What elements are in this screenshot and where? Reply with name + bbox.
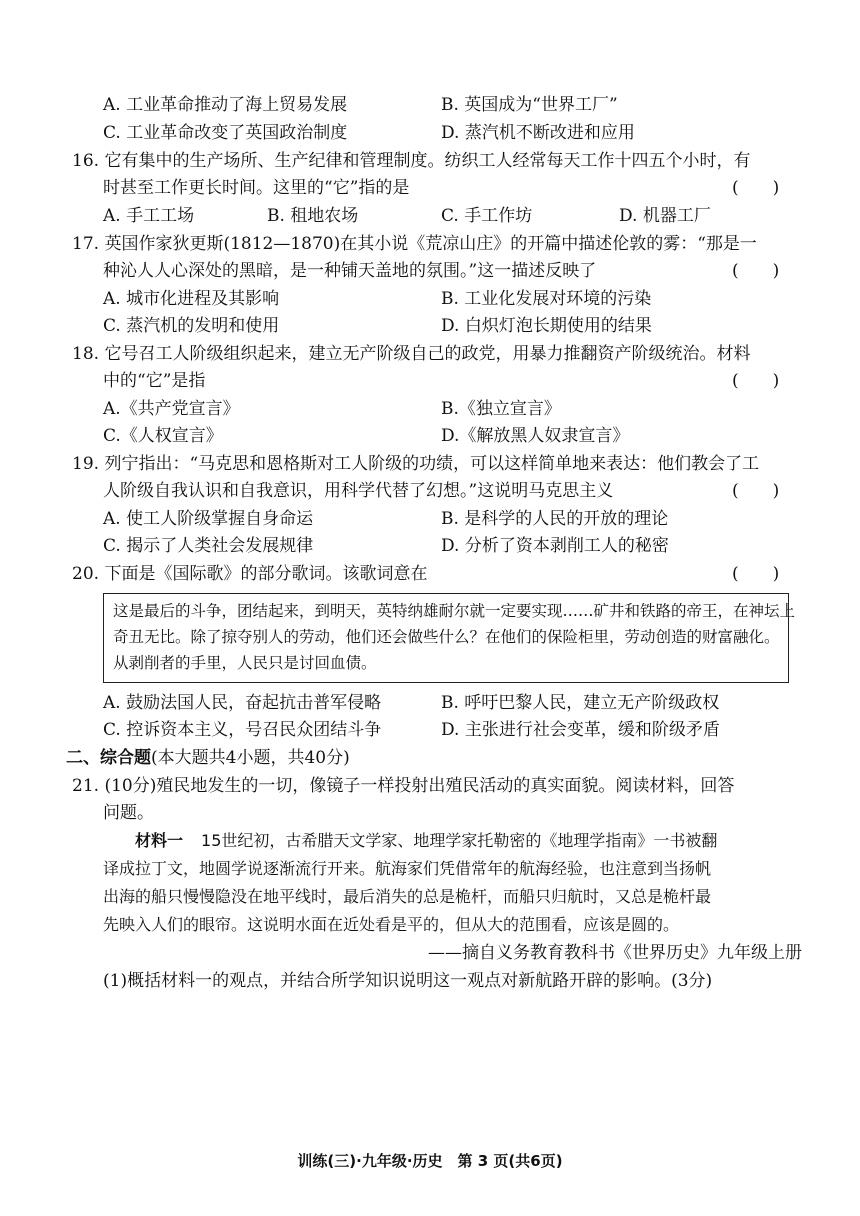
q20-option-d: D. 主张进行社会变革，缓和阶级矛盾	[441, 720, 720, 740]
q20-option-b: B. 呼吁巴黎人民，建立无产阶级政权	[441, 693, 720, 713]
q16-option-b: B. 租地农场	[267, 206, 359, 226]
q21-material1-line2: 译成拉丁文，地圆学说逐渐流行开来。航海家们凭借常年的航海经验，也注意到当扬帆	[103, 859, 712, 878]
q20-option-c: C. 控诉资本主义，号召民众团结斗争	[103, 720, 382, 740]
q17-option-b: B. 工业化发展对环境的污染	[441, 289, 652, 309]
q18-option-c: C.《人权宣言》	[103, 426, 223, 446]
q17-option-a: A. 城市化进程及其影响	[103, 289, 280, 309]
q21-material1-line1	[135, 828, 717, 854]
q19-option-c: C. 揭示了人类社会发展规律	[103, 536, 314, 556]
q19-option-d: D. 分析了资本剥削工人的秘密	[441, 536, 669, 556]
q17-option-c: C. 蒸汽机的发明和使用	[103, 316, 280, 336]
q21-stem-line2: 问题。	[103, 803, 154, 823]
q21-material1-source: ——摘自义务教育教科书《世界历史》九年级上册	[428, 943, 802, 963]
q21-material1-line3: 出海的船只慢慢隐没在地平线时，最后消失的总是桅杆，而船只归航时，又总是桅杆最	[103, 887, 712, 906]
q18-stem-line2: 中的“它”是指	[103, 371, 206, 391]
q17-option-d: D. 白炽灯泡长期使用的结果	[441, 316, 652, 336]
q19-stem-line2: 人阶级自我认识和自我意识，用科学代替了幻想。”这说明马克思主义	[103, 481, 614, 501]
q18-stem-line1: 18. 它号召工人阶级组织起来，建立无产阶级自己的政党，用暴力推翻资产阶级统治。材料	[72, 344, 751, 364]
q17-answer-blank: ( )	[732, 261, 780, 281]
q17-stem-line1: 17. 英国作家狄更斯(1812—1870)在其小说《荒凉山庄》的开篇中描述伦敦的雾：“那是一	[72, 234, 757, 254]
q16-option-d: D. 机器工厂	[619, 206, 711, 226]
section2-heading	[66, 745, 350, 771]
q15-option-b: B. 英国成为“世界工厂”	[441, 95, 618, 115]
q20-stem: 20. 下面是《国际歌》的部分歌词。该歌词意在	[72, 564, 428, 584]
q17-stem-line2: 种沁人人心深处的黑暗，是一种铺天盖地的氛围。”这一描述反映了	[103, 261, 597, 281]
q19-answer-blank: ( )	[732, 481, 780, 501]
q15-option-d: D. 蒸汽机不断改进和应用	[441, 123, 635, 143]
page-footer: 训练(三)·九年级·历史 第 3 页(共6页)	[297, 1152, 563, 1170]
section2-title: 二、综合题	[66, 748, 151, 768]
q21-material1-text1: 15世纪初，古希腊天文学家、地理学家托勒密的《地理学指南》一书被翻	[201, 831, 718, 850]
q21-stem-line1: 21. (10分)殖民地发生的一切，像镜子一样投射出殖民活动的真实面貌。阅读材料，回答	[72, 776, 735, 796]
q20-lyrics-line1: 这是最后的斗争，团结起来，到明天，英特纳雄耐尔就一定要实现……矿井和铁路的帝王，在神坛上	[113, 602, 796, 620]
q19-option-a: A. 使工人阶级掌握自身命运	[103, 509, 314, 529]
q20-answer-blank: ( )	[732, 564, 780, 584]
q19-stem-line1: 19. 列宁指出：“马克思和恩格斯对工人阶级的功绩，可以这样简单地来表达：他们教会了工	[72, 454, 760, 474]
q16-option-a: A. 手工工场	[103, 206, 195, 226]
q21-material1-line4: 先映入人们的眼帘。这说明水面在近处看是平的，但从大的范围看，应该是圆的。	[103, 915, 680, 934]
q16-stem-line1: 16. 它有集中的生产场所、生产纪律和管理制度。纺织工人经常每天工作十四五个小时，有	[72, 151, 751, 171]
q19-option-b: B. 是科学的人民的开放的理论	[441, 509, 669, 529]
q15-option-a: A. 工业革命推动了海上贸易发展	[103, 95, 348, 115]
q16-option-c: C. 手工作坊	[441, 206, 533, 226]
q18-option-a: A.《共产党宣言》	[103, 399, 240, 419]
q16-answer-blank: ( )	[732, 178, 780, 198]
q21-subquestion1: (1)概括材料一的观点，并结合所学知识说明这一观点对新航路开辟的影响。(3分)	[103, 971, 713, 991]
section2-note: (本大题共4小题，共40分)	[151, 748, 350, 768]
q18-answer-blank: ( )	[732, 371, 780, 391]
q15-option-c: C. 工业革命改变了英国政治制度	[103, 123, 348, 143]
q20-lyrics-box	[103, 593, 796, 683]
q21-material1-label: 材料一	[135, 831, 184, 850]
q16-stem-line2: 时甚至工作更长时间。这里的“它”指的是	[103, 178, 410, 198]
q20-option-a: A. 鼓励法国人民，奋起抗击普军侵略	[103, 693, 382, 713]
q18-option-d: D.《解放黑人奴隶宣言》	[441, 426, 630, 446]
q18-option-b: B.《独立宣言》	[441, 399, 561, 419]
q20-lyrics-line3: 从剥削者的手里，人民只是讨回血债。	[113, 654, 377, 672]
q20-lyrics-line2: 奇丑无比。除了掠夺别人的劳动，他们还会做些什么？在他们的保险柜里，劳动创造的财富融化。	[113, 628, 780, 646]
